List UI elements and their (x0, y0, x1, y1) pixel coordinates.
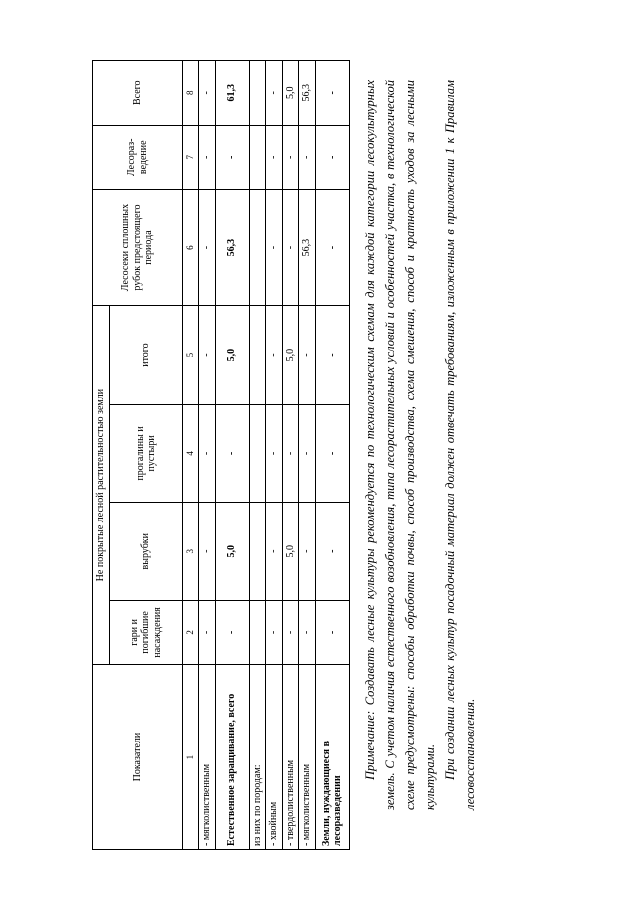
forest-lands-table (92, 60, 350, 850)
table-cell (249, 125, 266, 189)
col-number: 5 (183, 306, 199, 405)
table-cell: 61,3 (215, 61, 249, 126)
table-row (266, 61, 283, 850)
table-row (249, 61, 266, 850)
row-label: Естественное заращивание, всего (215, 665, 249, 850)
header-cuttings: вырубки (110, 502, 183, 600)
row-label: - хвойным (266, 665, 283, 850)
note-paragraph: Примечание: Создавать лесные культуры рекомендуется по технологическим схемам для каждой категории лесокультурных земель. С учетом наличия естественного возобновления, типа лесорастительных условий и особенностей участка, в технологической схеме предусмотрены: способы обработки почвы, способ производства, схема смешения, способ и кратность уходов за лесными культурами. (363, 80, 437, 810)
col-number: 4 (183, 405, 199, 503)
header-subtotal: итого (110, 306, 183, 405)
col-number: 8 (183, 61, 199, 126)
table-cell: - (198, 125, 215, 189)
table-cell: - (282, 125, 299, 189)
table-cell: - (299, 306, 316, 405)
col-number: 3 (183, 502, 199, 600)
rotated-page (0, 60, 640, 850)
table-cell: - (266, 61, 283, 126)
table-cell: - (198, 600, 215, 664)
table-cell: - (266, 306, 283, 405)
table-cell: - (215, 405, 249, 503)
table-cell: - (315, 600, 349, 664)
table-cell: - (215, 125, 249, 189)
table-row (282, 61, 299, 850)
table-cell: 5,0 (215, 306, 249, 405)
header-burns: гари и погибшие насаждения (110, 600, 183, 664)
table-cell: - (198, 190, 215, 306)
table-cell: - (299, 600, 316, 664)
table-cell: - (198, 306, 215, 405)
header-forest-growing: Лесораз-ведение (93, 125, 183, 189)
table-cell (249, 306, 266, 405)
table-cell (249, 190, 266, 306)
col-number: 6 (183, 190, 199, 306)
table-cell: 5,0 (215, 502, 249, 600)
table-cell: - (198, 502, 215, 600)
table-cell: - (315, 61, 349, 126)
row-label: Земли, нуждающиеся в лесоразведении (315, 665, 349, 850)
header-clearcuts: Лесосеки сплошных рубок предстоящего периода (93, 190, 183, 306)
col-number: 7 (183, 125, 199, 189)
row-label: - мягколиственным (299, 665, 316, 850)
table-cell: 56,3 (215, 190, 249, 306)
col-number: 2 (183, 600, 199, 664)
table-cell: - (266, 600, 283, 664)
table-cell (249, 502, 266, 600)
note-block (360, 80, 480, 810)
table-cell: - (282, 600, 299, 664)
table-cell: 56,3 (299, 61, 316, 126)
table-cell (249, 61, 266, 126)
table-cell: - (282, 190, 299, 306)
table-cell: - (266, 502, 283, 600)
row-label: - твердолиственным (282, 665, 299, 850)
table-cell: - (198, 405, 215, 503)
table-cell: - (266, 405, 283, 503)
table-cell: - (315, 190, 349, 306)
table-cell: - (282, 405, 299, 503)
table-row (315, 61, 349, 850)
column-number-row (183, 61, 199, 850)
header-indicators: Показатели (93, 665, 183, 850)
table-cell: 5,0 (282, 502, 299, 600)
table-cell: - (299, 502, 316, 600)
header-glades: прогалины и пустыри (110, 405, 183, 503)
table-cell (249, 405, 266, 503)
col-number: 1 (183, 665, 199, 850)
row-label: из них по породам: (249, 665, 266, 850)
table-cell: - (315, 502, 349, 600)
table-cell: - (266, 125, 283, 189)
table-cell (249, 600, 266, 664)
table-cell: - (299, 125, 316, 189)
table-row (198, 61, 215, 850)
table-row (215, 61, 249, 850)
table-cell: 5,0 (282, 61, 299, 126)
table-cell: - (266, 190, 283, 306)
table-cell: 56,3 (299, 190, 316, 306)
note-paragraph: При создании лесных культур посадочный материал должен отвечать требованиям, изложенным в приложении 1 к Правилам лесовосстановления. (443, 80, 477, 810)
table-row (299, 61, 316, 850)
table-cell: - (315, 125, 349, 189)
row-label: - мягколиственным (198, 665, 215, 850)
table-cell: - (299, 405, 316, 503)
table-cell: - (198, 61, 215, 126)
header-total: Всего (93, 61, 183, 126)
table-cell: - (315, 405, 349, 503)
header-not-covered-group: Не покрытые лесной растительностью земли (93, 306, 110, 665)
table-cell: - (315, 306, 349, 405)
table-cell: 5,0 (282, 306, 299, 405)
table-cell: - (215, 600, 249, 664)
